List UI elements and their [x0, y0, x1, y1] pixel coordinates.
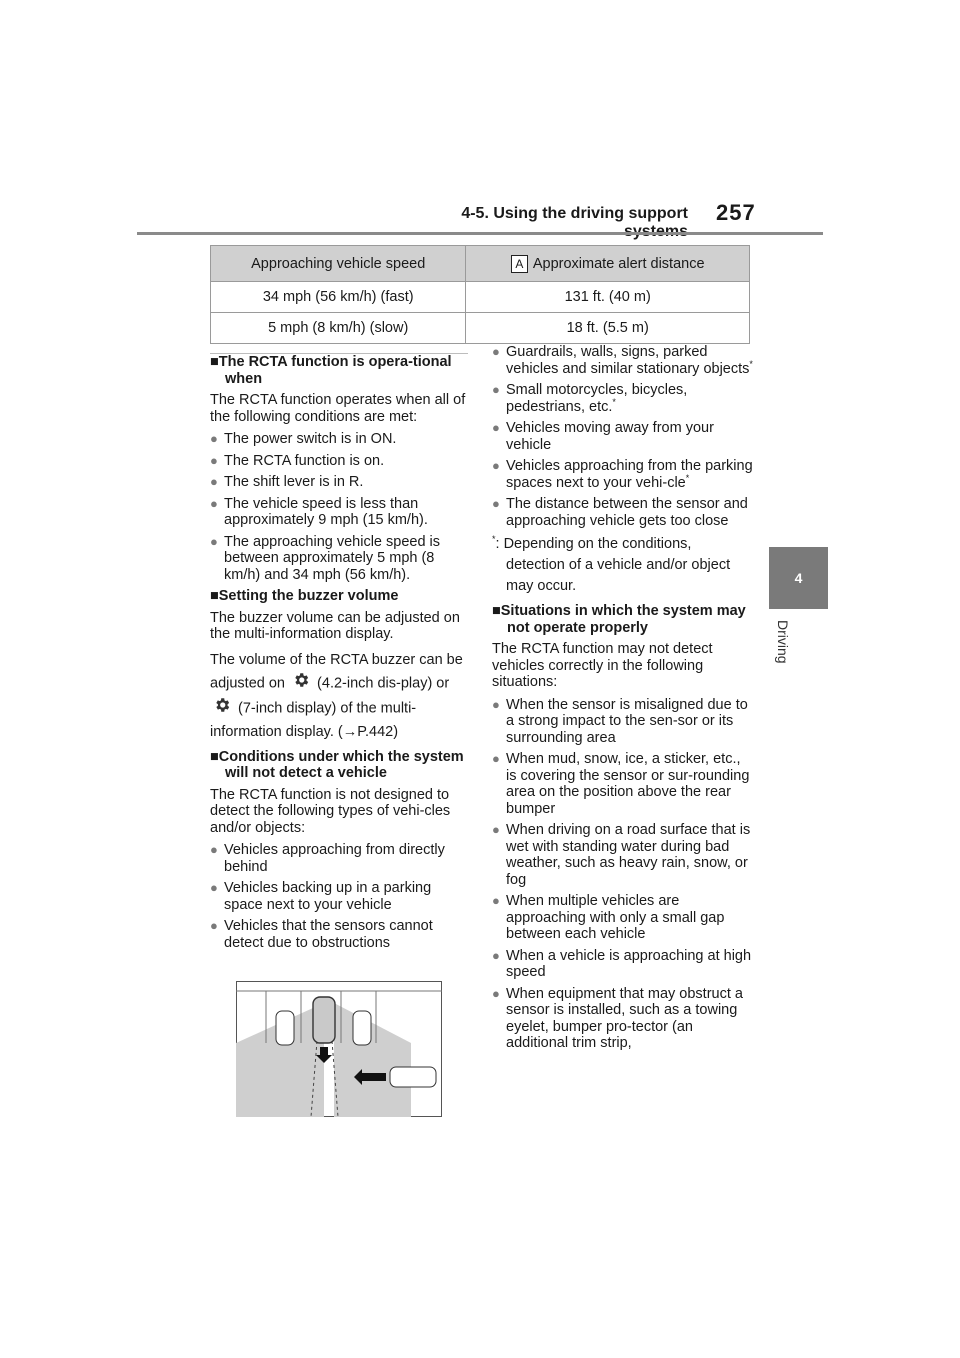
paragraph: The buzzer volume can be adjusted on the multi-information display. [210, 609, 460, 642]
list-item: ● Vehicles moving away from your vehicle [492, 420, 754, 453]
list-item: ● Guardrails, walls, signs, parked vehicles and similar stationary objects* [492, 344, 754, 377]
paragraph: The RCTA function operates when all of the following conditions are met: [210, 392, 466, 425]
gear-icon [213, 696, 231, 721]
list-item: ● Vehicles backing up in a parking space next to your vehicle [210, 880, 468, 913]
section-heading: ■The RCTA function is opera-tional when [210, 354, 452, 387]
table-cell: 34 mph (56 km/h) (fast) [211, 282, 466, 313]
list-item: ● Vehicles approaching from directly behind [210, 842, 468, 875]
list-item: ● Vehicles that the sensors cannot detect due to obstructions [210, 918, 468, 951]
chapter-tab [769, 547, 828, 609]
section-heading: ■Setting the buzzer volume [210, 588, 399, 604]
alert-distance-table [210, 245, 750, 344]
parking-illustration [236, 981, 442, 1117]
paragraph: The volume of the RCTA buzzer can be adjusted on (4.2-inch dis-play) or (7-inch display) of the multi-information display. (→P.442) [210, 651, 463, 740]
list-item: ● The shift lever is in R. [210, 474, 468, 491]
table-cell: 131 ft. (40 m) [466, 282, 750, 313]
list-item: ● The power switch is in ON. [210, 431, 468, 448]
list-item: ● When multiple vehicles are approaching with only a small gap between each vehicle [492, 893, 754, 943]
table-header-row [211, 246, 750, 282]
table-row [211, 282, 750, 313]
table-header-distance-text: Approximate alert distance [532, 255, 705, 272]
section-heading: ■Conditions under which the system will not detect a vehicle [210, 748, 464, 781]
list-item: ● Vehicles approaching from the parking spaces next to your vehi-cle* [492, 458, 754, 491]
paragraph: The RCTA function may not detect vehicles correctly in the following situations: [492, 641, 713, 690]
chapter-number: 4 [794, 570, 803, 586]
header-divider [137, 232, 823, 235]
table-row [211, 313, 750, 344]
list-item: ● When the sensor is misaligned due to a strong impact to the sen-sor or its surrounding area [492, 697, 754, 747]
gear-icon [292, 671, 310, 696]
section-heading: ■Situations in which the system may not operate properly [492, 603, 746, 636]
list-item: ● When driving on a road surface that is wet with standing water during bad weather, such as heavy rain, snow, or fog [492, 822, 754, 888]
list-item: ● The distance between the sensor and approaching vehicle gets too close [492, 496, 754, 529]
footnote: *: Depending on the conditions, detection of a vehicle and/or object may occur. [492, 534, 731, 594]
table-cell: 5 mph (8 km/h) (slow) [211, 313, 466, 344]
page-number: 257 [716, 200, 756, 225]
list-item: ● When a vehicle is approaching at high speed [492, 948, 754, 981]
list-item: ● The RCTA function is on. [210, 453, 468, 470]
chapter-label: Driving [775, 620, 791, 664]
paragraph: The RCTA function is not designed to detect the following types of vehi-cles and/or objects: [210, 786, 451, 836]
list-item: ● Small motorcycles, bicycles, pedestrians, etc.* [492, 382, 754, 415]
page-reference[interactable]: →P.442 [342, 723, 394, 740]
table-header-speed: Approaching vehicle speed [211, 246, 466, 282]
parking-diagram [236, 981, 442, 1117]
table-cell: 18 ft. (5.5 m) [466, 313, 750, 344]
left-column [210, 354, 468, 956]
marker-a: A [511, 255, 528, 273]
table-header-distance [466, 246, 750, 282]
list-item: ● The vehicle speed is less than approximately 9 mph (15 km/h). [210, 496, 468, 529]
list-item: ● The approaching vehicle speed is between approximately 5 mph (8 km/h) and 34 mph (56 km/h). [210, 534, 468, 584]
list-item: ● When equipment that may obstruct a sensor is installed, such as a towing eyelet, bumper pro-tector (an additional trim strip, [492, 986, 754, 1052]
right-column [492, 344, 754, 1057]
section-title: 4-5. Using the driving support [461, 205, 688, 222]
list-item: ● When mud, snow, ice, a sticker, etc., is covering the sensor or sur-rounding area on the position above the rear bumper [492, 751, 754, 817]
